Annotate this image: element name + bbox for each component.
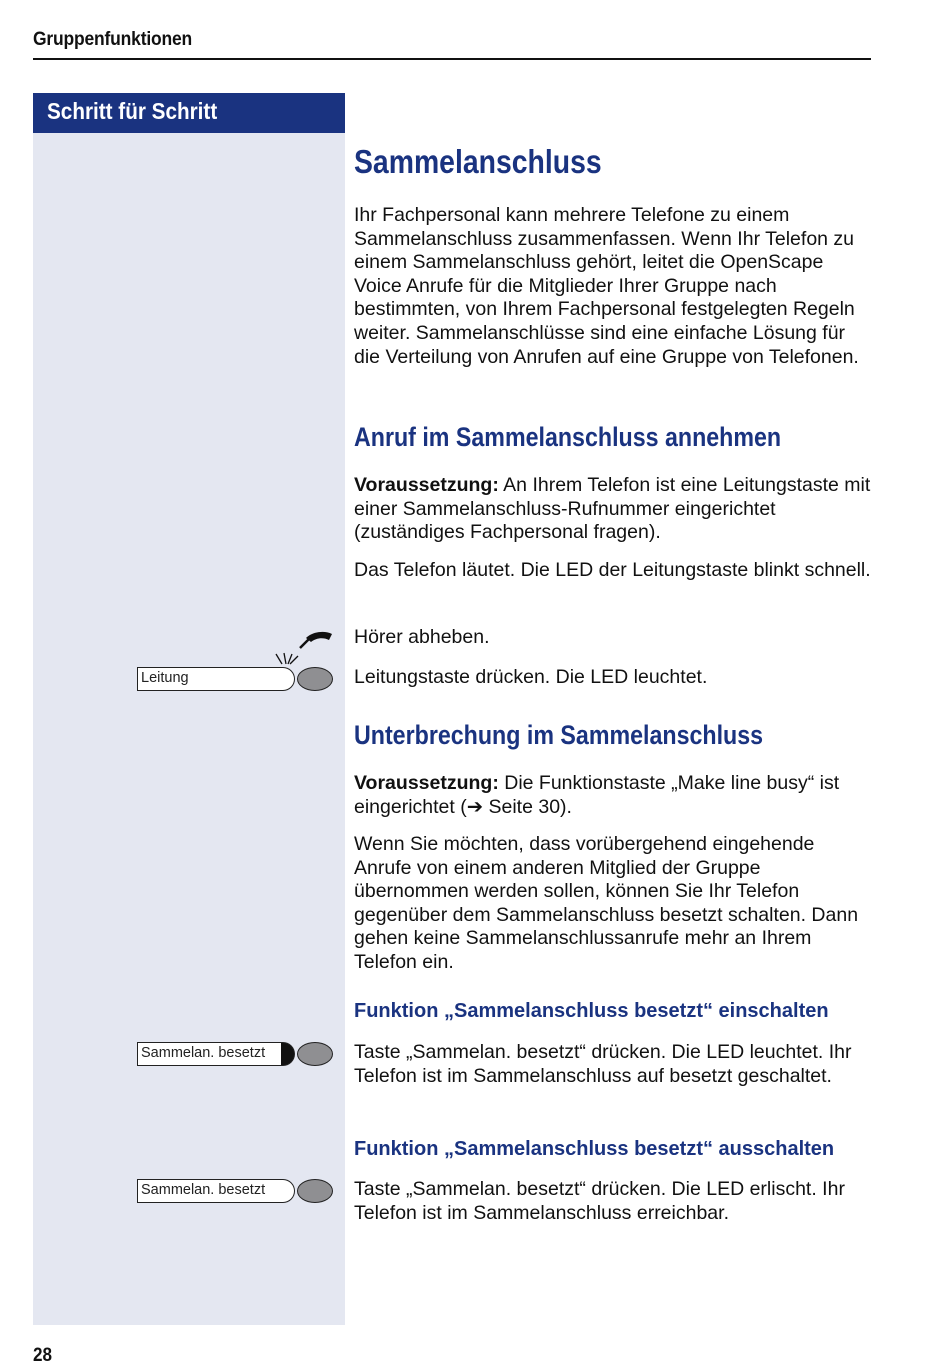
sidebar-heading [33,93,345,133]
busy-on-text: Taste „Sammelan. besetzt“ drücken. Die LED leuchtet. Ihr Telefon ist im Sammelanschluss auf besetzt geschaltet. [354,1041,852,1087]
interrupt-heading: Unterbrechung im Sammelanschluss [354,720,764,750]
sidebar-heading-text: Schritt für Schritt [47,98,218,124]
interrupt-body: Wenn Sie möchten, dass vorübergehend eingehende Anrufe von einem anderen Mitglied der Gruppe übernommen werden sollen, können Sie Ihr Telefon gegenüber dem Sammelanschluss besetzt schalten. Dann gehen keine Sammelanschlussanrufe mehr an Ihrem Telefon ein. [354,833,859,973]
step-lift-handset: Hörer abheben. [354,626,490,648]
interrupt-prereq-text: Die Funktionstaste „Make line busy“ ist eingerichtet ( [354,772,840,818]
prereq-text: An Ihrem Telefon ist eine Leitungstaste mit einer Sammelanschluss-Rufnummer eingerichtet (zuständiges Fachpersonal fragen). [354,474,871,544]
interrupt-prereq-label: Voraussetzung: [354,772,499,794]
busy-on-heading: Funktion „Sammelanschluss besetzt“ einschalten [354,1000,829,1022]
busy-key-button-on[interactable] [297,1042,333,1066]
page-number: 28 [33,1345,53,1366]
leitung-key-label[interactable]: Leitung [137,667,282,691]
leitung-key-button[interactable] [297,667,333,691]
step-press-line-key: Leitungstaste drücken. Die LED leuchtet. [354,666,708,688]
busy-off-heading: Funktion „Sammelanschluss besetzt“ ausschalten [354,1138,835,1160]
led-flashing-icon [272,652,302,666]
prereq-label: Voraussetzung: [354,474,499,496]
header-divider [33,58,871,60]
running-header: Gruppenfunktionen [33,29,193,50]
page-reference[interactable]: Seite 30). [483,795,572,818]
busy-key-label-on[interactable]: Sammelan. besetzt [137,1042,282,1066]
busy-key-label-off[interactable]: Sammelan. besetzt [137,1179,282,1203]
step-sidebar [33,93,345,1325]
busy-off-text: Taste „Sammelan. besetzt“ drücken. Die LED erlischt. Ihr Telefon ist im Sammelanschluss erreichbar. [354,1178,845,1224]
busy-key-button-off[interactable] [297,1179,333,1203]
answer-heading: Anruf im Sammelanschluss annehmen [354,422,782,452]
intro-paragraph: Ihr Fachpersonal kann mehrere Telefone zu einem Sammelanschluss zusammenfassen. Wenn Ihr Telefon zu einem Sammelanschluss gehört, leitet die OpenScape Voice Anrufe für die Mitglieder Ihrer Gruppe nach bestimmten, von Ihrem Fachpersonal festgelegten Regeln weiter. Sammelanschlüsse sind eine einfache Lösung für die Verteilung von Anrufen auf eine Gruppe von Telefonen. [354,204,859,368]
ringing-text: Das Telefon läutet. Die LED der Leitungstaste blinkt schnell. [354,559,871,581]
answer-prerequisite [354,474,874,545]
section-title: Sammelanschluss [354,143,602,180]
interrupt-prerequisite [354,772,874,819]
handset-lift-icon [296,624,336,652]
arrow-icon: ➔ [466,795,484,818]
